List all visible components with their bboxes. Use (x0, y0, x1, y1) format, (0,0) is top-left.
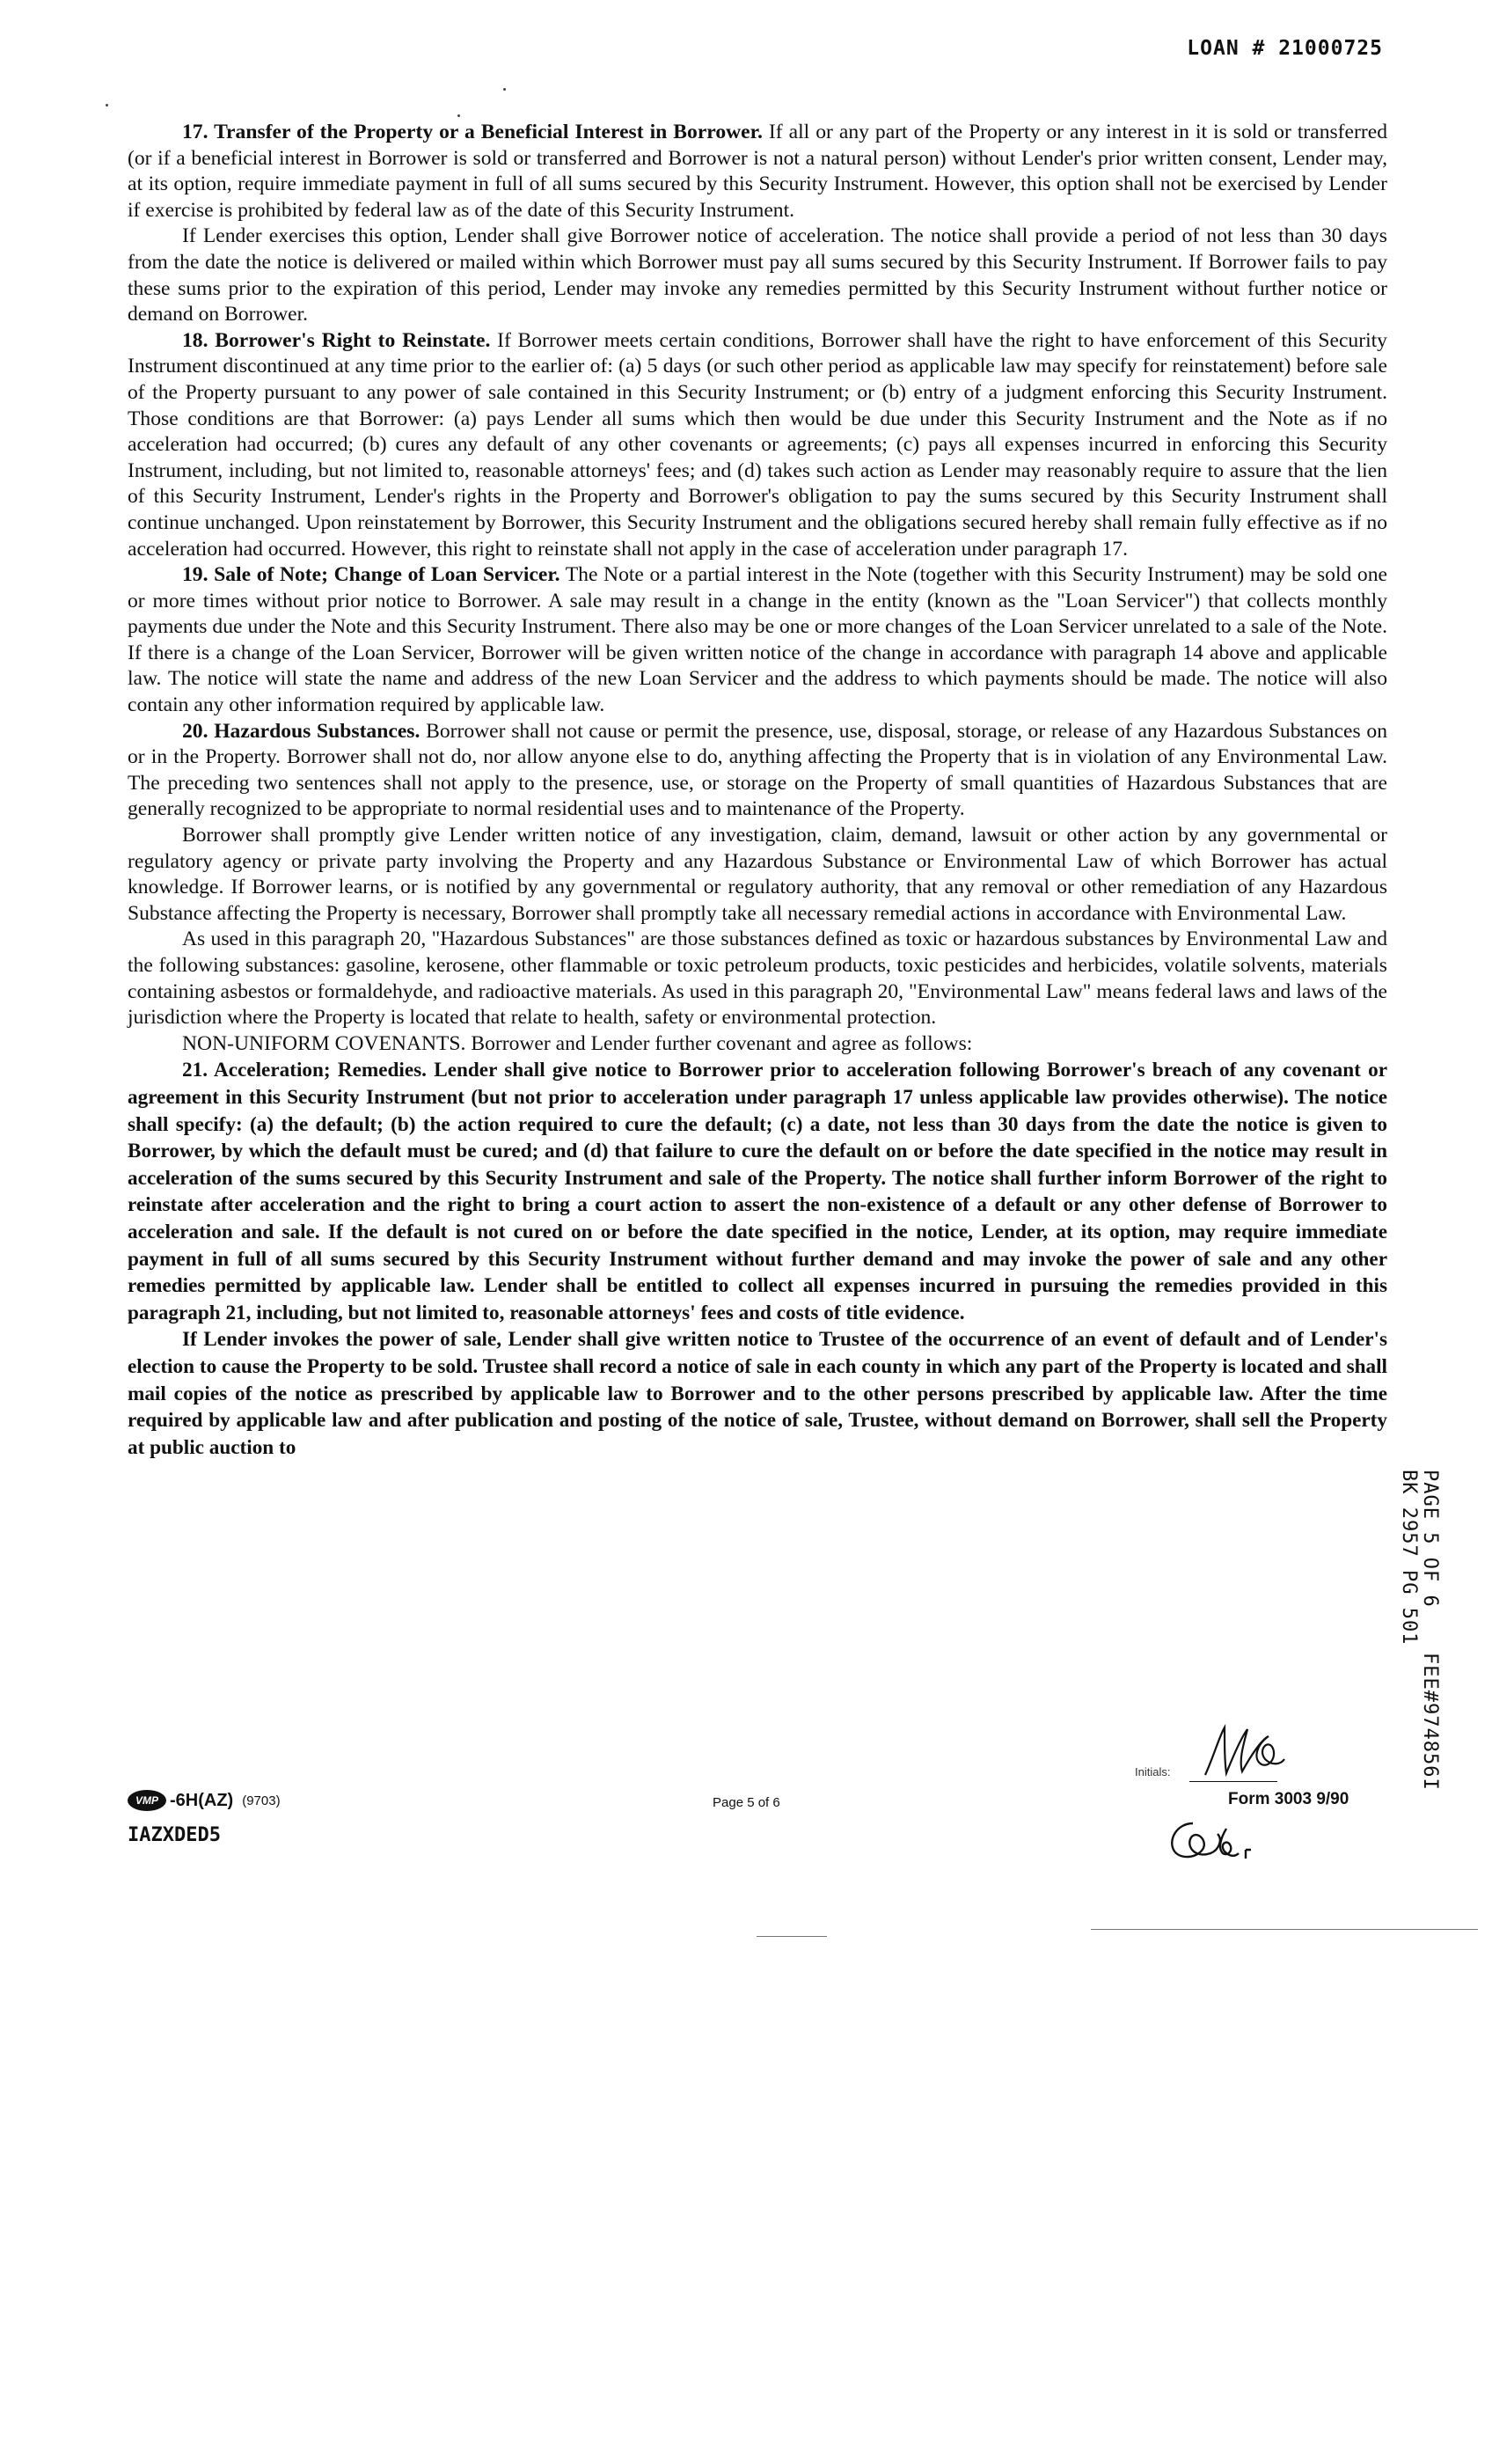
document-code: IAZXDED5 (128, 1824, 221, 1846)
paragraph-20-heading: 20. Hazardous Substances. (182, 719, 421, 743)
stamp-page-number: PAGE 5 OF 6 (1419, 1470, 1441, 1608)
paragraph-19 (128, 562, 1387, 719)
paragraph-20-text: Borrower shall not cause or permit the presence, use, disposal, storage, or release of any Hazardous Substances on or in the Property. Borrower shall not do, nor allow anyone else to do, anything affecting the Property that is in violation of any Environmental Law. The preceding two sentences shall not apply to the presence, use, or storage on the Property of small quantities of Hazardous Substances that are generally recognized to be appropriate to normal residential uses and to maintenance of the Property. (128, 719, 1388, 821)
scan-speck (106, 104, 108, 106)
paragraph-21-power-of-sale: If Lender invokes the power of sale, Lender shall give written notice to Trustee of the occurrence of an event of default and of Lender's election to cause the Property to be sold. Trustee shall record a notice of sale in each county in which any part of the Property is located and shall mail copies of the notice as prescribed by applicable law to Borrower and to the other persons prescribed by applicable law. After the time required by applicable law and after publication and posting of the notice of sale, Trustee, without demand on Borrower, shall sell the Property at public auction to (128, 1328, 1387, 1459)
loan-number: LOAN # 21000725 (1187, 37, 1383, 60)
paragraph-19-heading: 19. Sale of Note; Change of Loan Servicer. (182, 563, 560, 587)
paragraph-17-notice: If Lender exercises this option, Lender shall give Borrower notice of acceleration. The notice shall provide a period of not less than 30 days from the date the notice is delivered or mailed within which Borrower must pay all sums secured by this Security Instrument. If Borrower fails to pay these sums prior to the expiration of this period, Lender may invoke any remedies permitted by this Security Instrument without further notice or demand on Borrower. (128, 224, 1387, 326)
non-uniform-covenants: NON-UNIFORM COVENANTS. Borrower and Lender further covenant and agree as follows: (182, 1031, 973, 1055)
paragraph-20-notice: Borrower shall promptly give Lender written notice of any investigation, claim, demand, lawsuit or other action by any governmental or regulatory agency or private party involving the Property and any Hazardous Substance or Environmental Law of which Borrower has actual knowledge. If Borrower learns, or is notified by any governmental or regulatory authority, that any removal or other remediation of any Hazardous Substance affecting the Property is necessary, Borrower shall promptly take all necessary remedial actions in accordance with Environmental Law. (128, 824, 1387, 925)
page-indicator: Page 5 of 6 (713, 1795, 780, 1810)
form-code: -6H(AZ) (170, 1790, 234, 1810)
paragraph-20 (128, 719, 1387, 823)
form-number: Form 3003 9/90 (1228, 1790, 1349, 1808)
scan-speck (457, 114, 460, 117)
page-divider (1091, 1929, 1478, 1930)
paragraph-19-text: The Note or a partial interest in the Note (together with this Security Instrument) may be sold one or more times without prior notice to Borrower. A sale may result in a change in the entity (known as the "Loan Servicer") that collects monthly payments due under the Note and this Security Instrument. There also may be one or more changes of the Loan Servicer unrelated to a sale of the Note. If there is a change of the Loan Servicer, Borrower will be given written notice of the change in accordance with paragraph 14 above and applicable law. The notice will state the name and address of the new Loan Servicer and the address to which payments should be made. The notice will also contain any other information required by applicable law. (128, 563, 1387, 717)
borrower-signature-icon (1161, 1813, 1258, 1866)
paragraph-21: 21. Acceleration; Remedies. Lender shall give notice to Borrower prior to acceleration following Borrower's breach of any covenant or agreement in this Security Instrument (but not prior to acceleration under paragraph 17 unless applicable law provides otherwise). The notice shall specify: (a) the default; (b) the action required to cure the default; (c) a date, not less than 30 days from the date the notice is given to Borrower, by which the default must be cured; and (d) that failure to cure the default on or before the date specified in the notice may result in acceleration of the sums secured by this Security Instrument and sale of the Property. The notice shall further inform Borrower of the right to reinstate after acceleration and the right to bring a court action to assert the non-existence of a default or any other defense of Borrower to acceleration and sale. If the default is not cured on or before the date specified in the notice, Lender, at its option, may require immediate payment in full of all sums secured by this Security Instrument without further demand and may invoke the power of sale and any other remedies permitted by applicable law. Lender shall be entitled to collect all expenses incurred in pursuing the remedies provided in this paragraph 21, including, but not limited to, reasonable attorneys' fees and costs of title evidence. (128, 1059, 1387, 1324)
scan-speck (503, 88, 506, 91)
paragraph-18 (128, 328, 1387, 562)
paragraph-20-definitions: As used in this paragraph 20, "Hazardous Substances" are those substances defined as toxic or hazardous substances by Environmental Law and the following substances: gasoline, kerosene, other flammable or toxic petroleum products, toxic pesticides and herbicides, volatile solvents, materials containing asbestos or formaldehyde, and radioactive materials. As used in this paragraph 20, "Environmental Law" means federal laws and laws of the jurisdiction where the Property is located that relate to health, safety or environmental protection. (128, 928, 1387, 1030)
vmp-logo-icon: VMP (128, 1790, 166, 1811)
stamp-book-page: BK 2957 PG 501 (1398, 1470, 1420, 1646)
recording-stamp (1388, 1470, 1450, 2033)
initials-label: Initials: (1135, 1765, 1171, 1778)
page-divider (757, 1936, 827, 1937)
vmp-form-mark (128, 1790, 281, 1811)
paragraph-18-text: If Borrower meets certain conditions, Borrower shall have the right to have enforcement of this Security Instrument discontinued at any time prior to the earlier of: (a) 5 days (or such other period as applicable law may specify for reinstatement) before sale of the Property pursuant to any power of sale contained in this Security Instrument; or (b) entry of a judgment enforcing this Security Instrument. Those conditions are that Borrower: (a) pays Lender all sums which then would be due under this Security Instrument and the Note as if no acceleration had occurred; (b) cures any default of any other covenants or agreements; (c) pays all expenses incurred in enforcing this Security Instrument, including, but not limited to, reasonable attorneys' fees; and (d) takes such action as Lender may reasonably require to assure that the lien of this Security Instrument, Lender's rights in the Property and Borrower's obligation to pay the sums secured by this Security Instrument shall continue unchanged. Upon reinstatement by Borrower, this Security Instrument and the obligations secured hereby shall remain fully effective as if no acceleration had occurred. However, this right to reinstate shall not apply in the case of acceleration under paragraph 17. (128, 328, 1387, 561)
document-body (128, 120, 1387, 1461)
paragraph-17-text: If all or any part of the Property or any interest in it is sold or transferred (or if a beneficial interest in Borrower is sold or transferred and Borrower is not a natural person) without Lender's prior written consent, Lender may, at its option, require immediate payment in full of all sums secured by this Security Instrument. However, this option shall not be exercised by Lender if exercise is prohibited by federal law as of the date of this Security Instrument. (128, 121, 1387, 222)
paragraph-17-heading: 17. Transfer of the Property or a Beneficial Interest in Borrower. (182, 121, 763, 143)
stamp-fee-number: FEE#974856I (1419, 1653, 1441, 1791)
paragraph-18-heading: 18. Borrower's Right to Reinstate. (182, 328, 491, 352)
form-code-date: (9703) (242, 1793, 281, 1808)
paragraph-17 (128, 120, 1387, 224)
initials-signature-icon (1198, 1720, 1286, 1782)
